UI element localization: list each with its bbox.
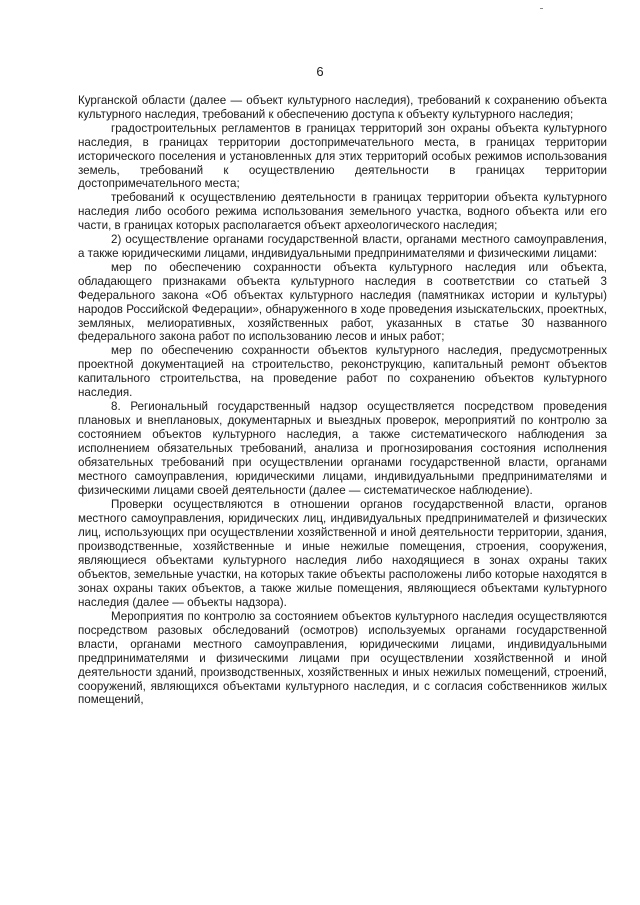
paragraph-1: Курганской области (далее — объект культурного наследия), требований к сохранению объекта культурного наследия, требований к обеспечению доступа к объекту культурного наследия; <box>78 94 607 121</box>
document-body <box>78 94 607 707</box>
page-number: 6 <box>316 64 324 79</box>
paragraph-3: требований к осуществлению деятельности в границах территории объекта культурного наследия либо особого режима использования земельного участка, водного объекта или его части, в границах которых располагается объект археологического наследия; <box>78 191 607 233</box>
scan-speck <box>540 8 543 9</box>
paragraph-7: 8. Региональный государственный надзор осуществляется посредством проведения плановых и внеплановых, документарных и выездных проверок, мероприятий по контролю за состоянием объектов культурного наследия, а также систематического наблюдения за исполнением обязательных требований, анализа и прогнозирования состояния исполнения обязательных требований при осуществлении органами государственной власти, органами местного самоуправления, юридическими лицами, индивидуальными предпринимателями и физическими лицами своей деятельности (далее — систематическое наблюдение). <box>78 400 607 497</box>
paragraph-4: 2) осуществление органами государственной власти, органами местного самоуправления, а также юридическими лицами, индивидуальными предпринимателями и физическими лицами: <box>78 233 607 260</box>
paragraph-9: Мероприятия по контролю за состоянием объектов культурного наследия осуществляются посредством разовых обследований (осмотров) используемых органами государственной власти, органами местного самоуправления, юридическими лицами, индивидуальными предпринимателями и физическими лицами при осуществлении хозяйственной и иной деятельности зданий, производственных, хозяйственных и иных нежилых помещений, строений, сооружений, являющихся объектами культурного наследия, и с согласия собственников жилых помещений, <box>78 610 607 707</box>
paragraph-6: мер по обеспечению сохранности объектов культурного наследия, предусмотренных проектной документацией на строительство, реконструкцию, капитальный ремонт объектов капитального строительства, на проведение работ по сохранению объектов культурного наследия. <box>78 344 607 400</box>
paragraph-2: градостроительных регламентов в границах территорий зон охраны объекта культурного наследия, в границах территории достопримечательного места, в границах территории исторического поселения и установленных для этих территорий особых режимов использования земель, требований к осуществлению деятельности в границах территории достопримечательного места; <box>78 121 607 191</box>
paragraph-5: мер по обеспечению сохранности объекта культурного наследия или объекта, обладающего признаками объекта культурного наследия в соответствии со статьей 3 Федерального закона «Об объектах культурного наследия (памятниках истории и культуры) народов Российской Федерации», обнаруженного в ходе проведения изыскательских, проектных, земляных, мелиоративных, хозяйственных работ, указанных в статье 30 названного федерального закона работ по использованию лесов и иных работ; <box>78 260 607 344</box>
paragraph-8: Проверки осуществляются в отношении органов государственной власти, органов местного самоуправления, юридических лиц, индивидуальных предпринимателей и физических лиц, использующих при осуществлении хозяйственной и иной деятельности территории, здания, производственные, хозяйственные и иные нежилые помещения, строения, сооружения, являющиеся объектами культурного наследия либо находящиеся в зонах охраны таких объектов, земельные участки, на которых такие объекты расположены либо которые находятся в зонах охраны таких объектов, а также жилые помещения, являющиеся объектами культурного наследия (далее — объекты надзора). <box>78 498 607 609</box>
